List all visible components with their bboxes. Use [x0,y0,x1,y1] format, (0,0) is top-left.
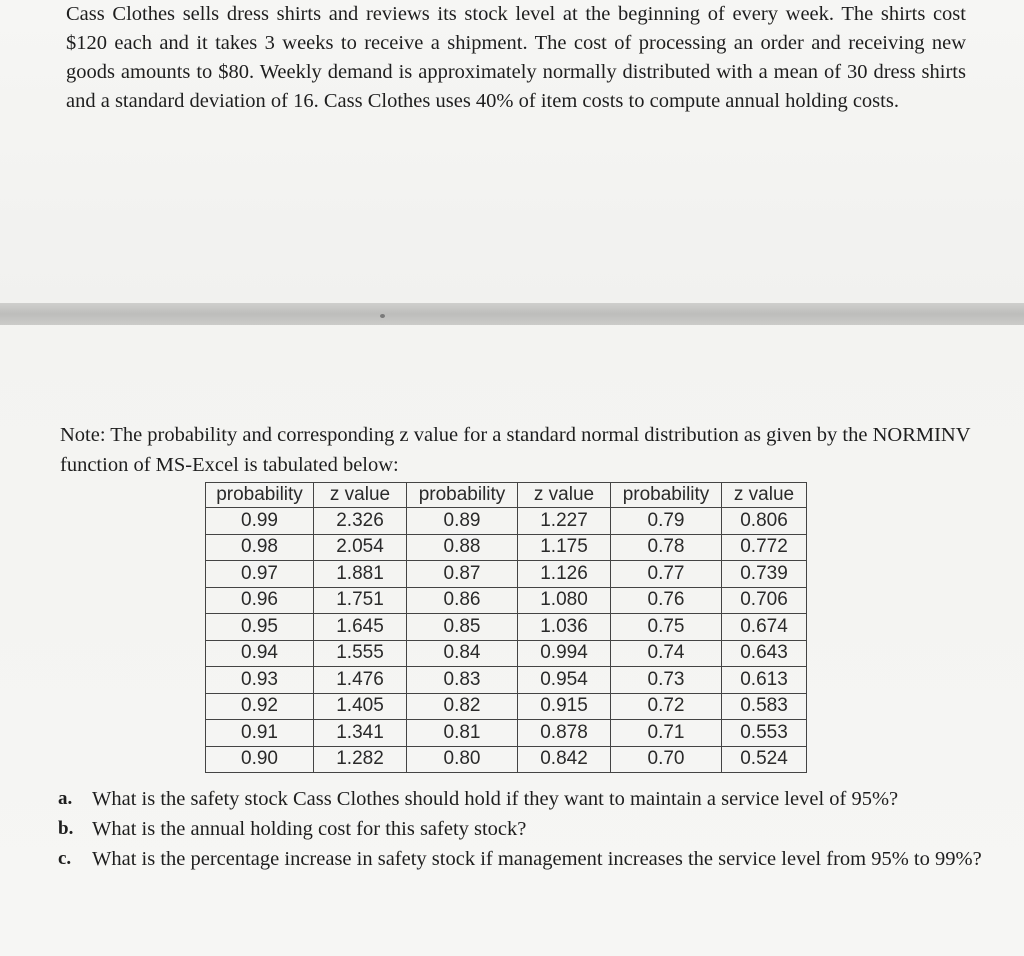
page-divider [0,303,1024,325]
table-cell: 0.77 [611,561,722,588]
column-header: probability [407,483,518,508]
table-cell: 0.643 [722,640,807,667]
table-cell: 0.842 [518,746,611,773]
table-cell: 0.75 [611,614,722,641]
table-cell: 0.85 [407,614,518,641]
table-cell: 0.86 [407,587,518,614]
table-cell: 0.772 [722,534,807,561]
table-cell: 0.83 [407,667,518,694]
table-header-row [206,483,807,508]
table-note: Note: The probability and corresponding z value for a standard normal distribution as given by the NORMINV function of MS-Excel is tabulated below: [60,424,971,476]
column-header: probability [206,483,314,508]
table-cell: 0.74 [611,640,722,667]
table-cell: 0.613 [722,667,807,694]
z-value-table [205,482,807,773]
table-cell: 1.080 [518,587,611,614]
table-cell: 1.126 [518,561,611,588]
table-cell: 0.98 [206,534,314,561]
table-cell: 0.706 [722,587,807,614]
column-header: z value [314,483,407,508]
table-cell: 0.84 [407,640,518,667]
table-cell: 0.89 [407,508,518,535]
table-cell: 1.175 [518,534,611,561]
table-row [206,561,807,588]
table-cell: 0.878 [518,720,611,747]
question-b [58,814,988,844]
problem-statement: Cass Clothes sells dress shirts and reviews its stock level at the beginning of every week. The shirts cost $120 each and it takes 3 weeks to receive a shipment. The cost of processing an order and receiving new goods amounts to $80. Weekly demand is approximately normally distributed with a mean of 30 dress shirts and a standard deviation of 16. Cass Clothes uses 40% of item costs to compute annual holding costs. [66,3,966,112]
table-row [206,667,807,694]
table-cell: 0.583 [722,693,807,720]
table-cell: 0.915 [518,693,611,720]
table-cell: 1.036 [518,614,611,641]
question-text: What is the safety stock Cass Clothes should hold if they want to maintain a service level of 95%? [92,788,899,810]
table-cell: 0.97 [206,561,314,588]
table-cell: 0.80 [407,746,518,773]
table-cell: 0.954 [518,667,611,694]
table-cell: 0.739 [722,561,807,588]
table-cell: 1.881 [314,561,407,588]
table-cell: 1.476 [314,667,407,694]
table-cell: 1.227 [518,508,611,535]
question-letter: c. [58,848,72,869]
table-cell: 0.806 [722,508,807,535]
table-cell: 1.282 [314,746,407,773]
table-cell: 0.91 [206,720,314,747]
table-row [206,746,807,773]
table-cell: 0.72 [611,693,722,720]
table-cell: 1.405 [314,693,407,720]
table-cell: 0.92 [206,693,314,720]
table-cell: 0.674 [722,614,807,641]
table-row [206,640,807,667]
column-header: probability [611,483,722,508]
table-cell: 0.99 [206,508,314,535]
table-row [206,587,807,614]
paper-speck [380,314,385,318]
table-cell: 0.71 [611,720,722,747]
table-cell: 2.326 [314,508,407,535]
table-cell: 0.90 [206,746,314,773]
question-letter: a. [58,788,73,809]
column-header: z value [722,483,807,508]
table-cell: 0.78 [611,534,722,561]
table-cell: 0.87 [407,561,518,588]
table-cell: 0.76 [611,587,722,614]
question-a [58,784,988,814]
table-cell: 0.553 [722,720,807,747]
table-cell: 0.524 [722,746,807,773]
question-text: What is the annual holding cost for this safety stock? [92,818,527,840]
table-cell: 1.645 [314,614,407,641]
question-list [58,784,988,874]
table-cell: 0.94 [206,640,314,667]
table-row [206,534,807,561]
question-c [58,844,988,874]
table-cell: 2.054 [314,534,407,561]
table-cell: 1.555 [314,640,407,667]
table-cell: 0.79 [611,508,722,535]
table-cell: 0.88 [407,534,518,561]
table-cell: 1.341 [314,720,407,747]
table-cell: 0.82 [407,693,518,720]
table-row [206,693,807,720]
table-cell: 0.994 [518,640,611,667]
table-cell: 0.73 [611,667,722,694]
table-cell: 0.70 [611,746,722,773]
table-cell: 0.81 [407,720,518,747]
table-cell: 0.93 [206,667,314,694]
table-row [206,614,807,641]
table-cell: 0.96 [206,587,314,614]
column-header: z value [518,483,611,508]
table-cell: 0.95 [206,614,314,641]
question-letter: b. [58,818,74,839]
table-cell: 1.751 [314,587,407,614]
table-row [206,720,807,747]
question-text: What is the percentage increase in safety stock if management increases the service level from 95% to 99%? [92,848,982,870]
table-row [206,508,807,535]
